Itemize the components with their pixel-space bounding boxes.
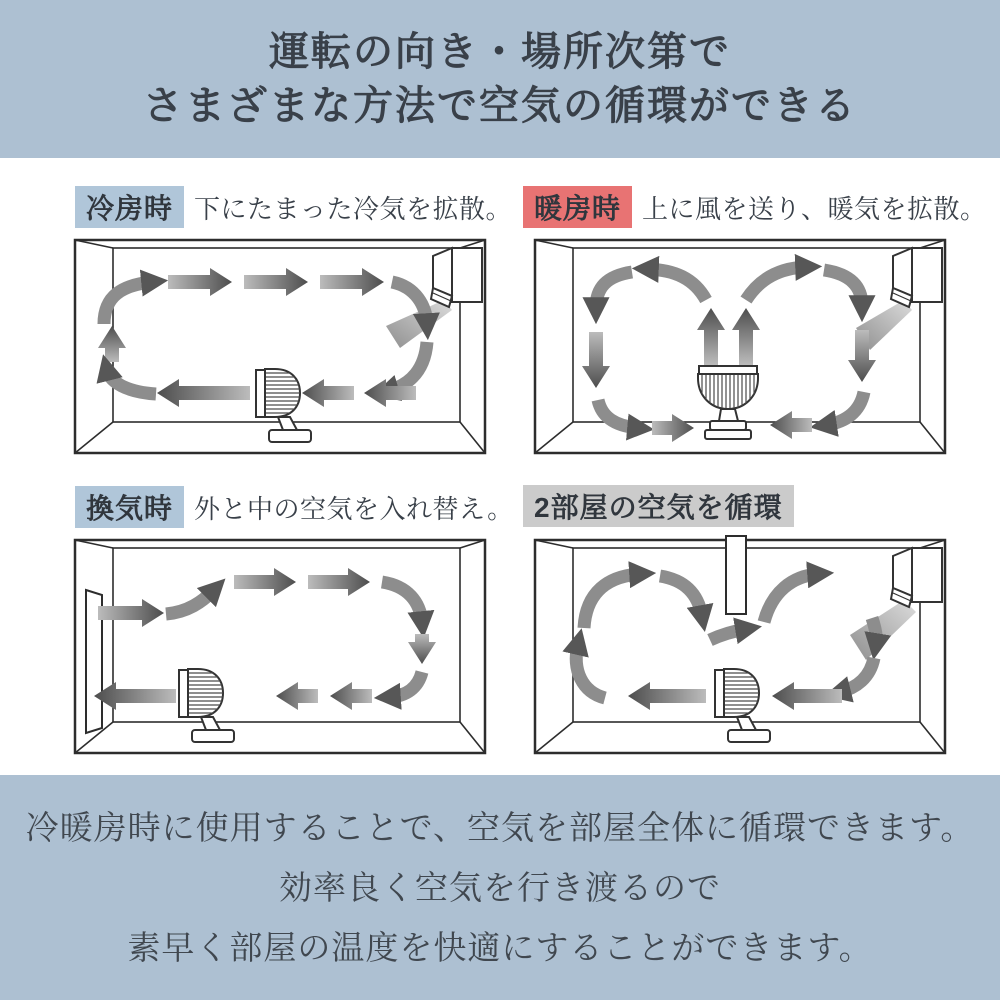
caption-cooling: 下にたまった冷気を拡散。 (194, 193, 513, 224)
badge-two-rooms: 2部屋の空気を循環 (523, 485, 794, 527)
caption-ventilation: 外と中の空気を入れ替え。 (194, 493, 514, 524)
diagram-cooling (60, 230, 500, 460)
caption-heating: 上に風を送り、暖気を拡散。 (642, 193, 987, 224)
footer-banner (0, 775, 1000, 1000)
diagram-two-rooms (520, 530, 960, 760)
badge-cooling: 冷房時 (75, 186, 184, 228)
aircon-icon (431, 248, 482, 307)
footer-line-3: 素早く部屋の温度を快適にすることができます。 (127, 928, 873, 966)
footer-line-1: 冷暖房時に使用することで、空気を部屋全体に循環できます。 (25, 808, 975, 846)
header-banner (0, 0, 1000, 158)
label-cooling (75, 186, 512, 228)
label-ventilation (75, 486, 514, 528)
title-line-2: さまざまな方法で空気の循環ができる (143, 84, 857, 128)
badge-ventilation: 換気時 (75, 486, 184, 528)
badge-heating: 暖房時 (523, 186, 632, 228)
footer-line-2: 効率良く空気を行き渡るので (279, 868, 721, 906)
title-line-1: 運転の向き・場所次第で (269, 30, 731, 74)
aircon-icon (891, 548, 942, 607)
aircon-icon (891, 248, 942, 307)
diagram-heating (520, 230, 960, 460)
diagram-ventilation (60, 530, 500, 760)
label-two-rooms (523, 485, 804, 527)
partition-wall (726, 536, 746, 614)
label-heating (523, 186, 987, 228)
